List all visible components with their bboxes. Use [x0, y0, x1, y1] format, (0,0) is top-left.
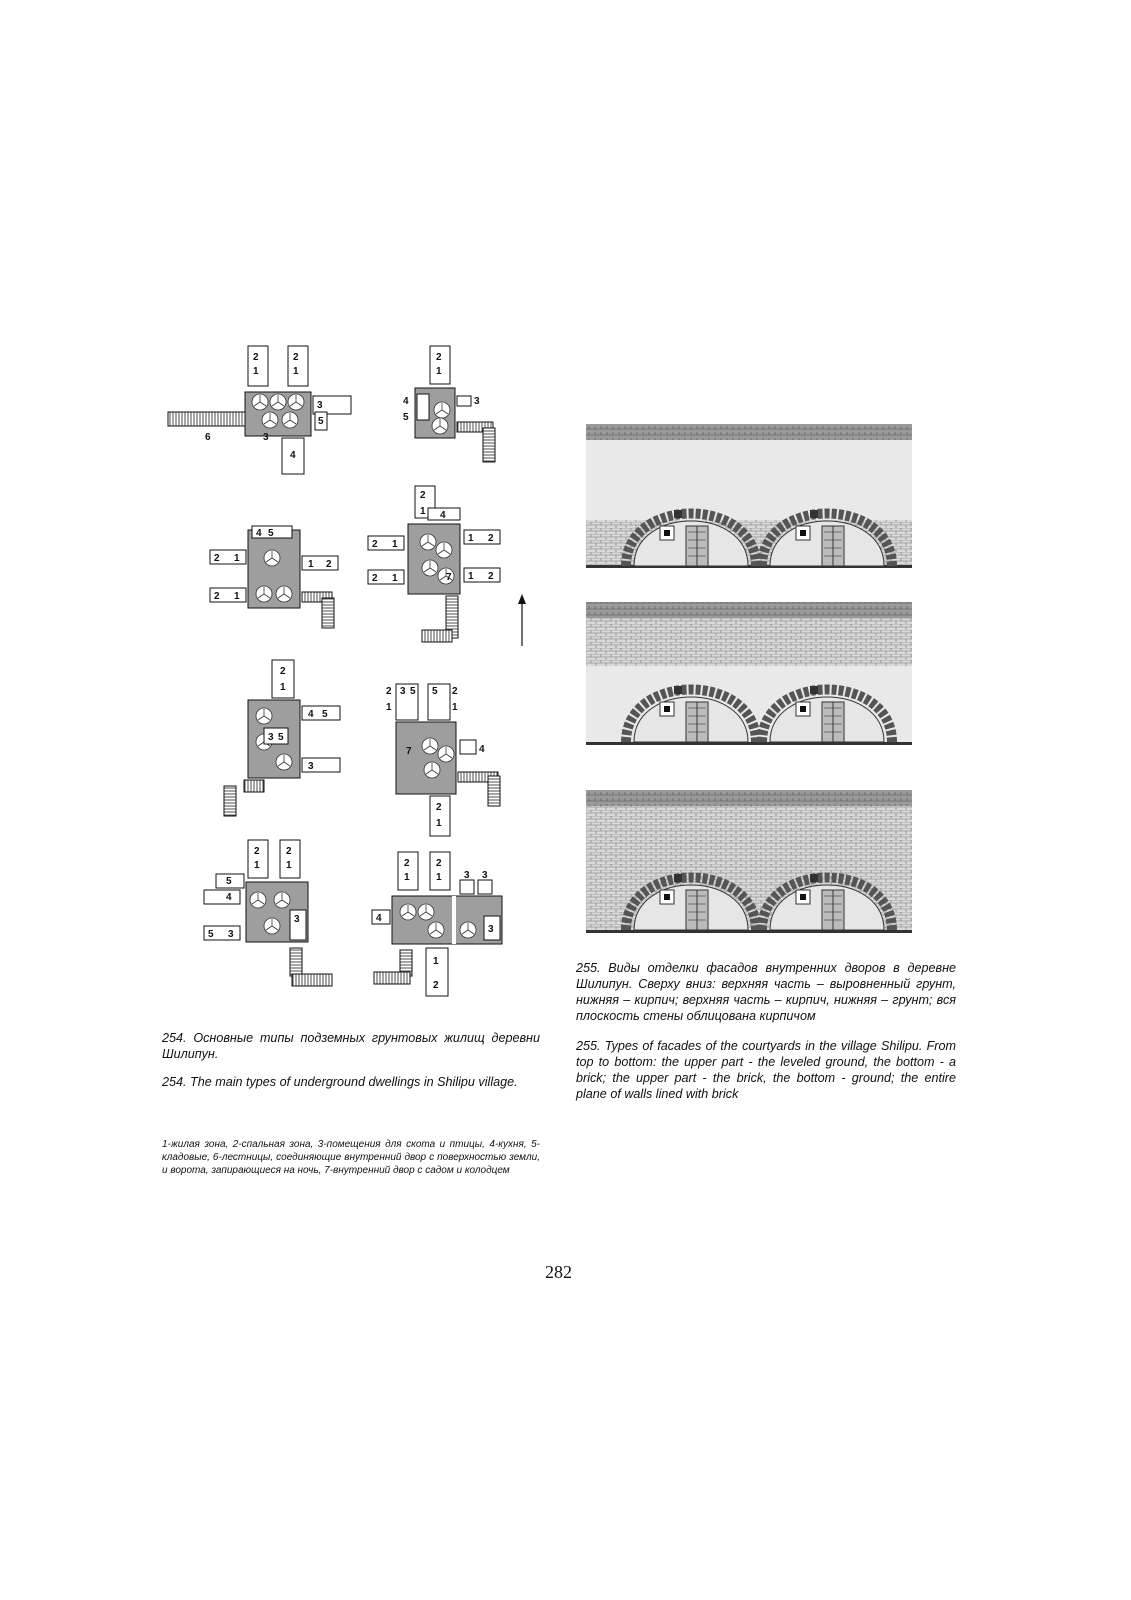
plan-3-label: 2 — [214, 553, 220, 564]
plan-2-label: 5 — [403, 412, 409, 423]
plan-8-label: 3 — [464, 870, 470, 881]
plan-6-label: 1 — [386, 702, 392, 713]
plan-8-label: 2 — [433, 980, 439, 991]
plan-5-label: 5 — [278, 732, 284, 743]
figure-254-plans — [160, 340, 540, 1010]
plan-3-label: 4 — [256, 528, 262, 539]
caption-254-en: 254. The main types of underground dwellings in Shilipu village. — [162, 1075, 518, 1089]
plan-5 — [224, 660, 340, 816]
plan-1-label: 3 — [317, 400, 323, 411]
plan-5-label: 5 — [322, 709, 328, 720]
plan-4-label: 1 — [392, 573, 398, 584]
facade-3 — [586, 790, 912, 933]
plan-4 — [368, 486, 500, 642]
plan-4-label: 1 — [420, 506, 426, 517]
plan-6-label: 2 — [452, 686, 458, 697]
plan-1-label: 1 — [293, 366, 299, 377]
plan-7 — [204, 840, 332, 986]
plan-8-label: 1 — [436, 872, 442, 883]
plan-2-label: 2 — [436, 352, 442, 363]
plan-8-label: 3 — [482, 870, 488, 881]
plan-6-label: 2 — [386, 686, 392, 697]
plan-1-label: 2 — [293, 352, 299, 363]
page-number: 282 — [545, 1262, 572, 1282]
plan-7-label: 5 — [208, 929, 214, 940]
plan-4-label: 1 — [468, 533, 474, 544]
north-arrow — [518, 594, 526, 646]
plan-3-label: 1 — [308, 559, 314, 570]
plan-5-label: 1 — [280, 682, 286, 693]
plan-4-label: 2 — [488, 571, 494, 582]
plan-2-label: 4 — [403, 396, 409, 407]
plan-5-label: 3 — [268, 732, 274, 743]
plan-1-label: 2 — [253, 352, 259, 363]
plan-1-label: 5 — [318, 416, 324, 427]
plan-4-label: 2 — [372, 539, 378, 550]
facade-2 — [586, 602, 912, 745]
plan-2 — [403, 346, 495, 462]
plan-4-label: 2 — [488, 533, 494, 544]
facade-1 — [586, 424, 912, 568]
plan-4-label: 2 — [372, 573, 378, 584]
caption-255-ru: 255. Виды отделки фасадов внутренних дворов в деревне Шилипун. Сверху вниз: верхняя часть – выровненный грунт, нижняя – кирпич; верхняя часть – кирпич, нижняя – грунт; вся плоскость стены облицована кирпичом — [576, 961, 956, 1023]
plan-3 — [210, 526, 338, 628]
plan-3-label: 2 — [326, 559, 332, 570]
plan-7-label: 1 — [254, 860, 260, 871]
plan-1-label: 3 — [263, 432, 269, 443]
plan-6-label: 3 — [400, 686, 406, 697]
plan-5-label: 3 — [308, 761, 314, 772]
plan-1-label: 6 — [205, 432, 211, 443]
plan-5-label: 4 — [308, 709, 314, 720]
plan-3-label: 5 — [268, 528, 274, 539]
plan-6-label: 5 — [432, 686, 438, 697]
plan-6-label: 5 — [410, 686, 416, 697]
plan-8 — [372, 852, 502, 996]
plan-4-label: 1 — [392, 539, 398, 550]
plan-7-label: 5 — [226, 876, 232, 887]
plan-6 — [386, 684, 500, 836]
plan-6-label: 7 — [406, 746, 412, 757]
caption-255-en: 255. Types of facades of the courtyards in the village Shilipu. From top to bottom: the upper part - the leveled ground, the bottom - a brick; the upper part - the brick, the bottom - ground; the entire plane of walls lined with brick — [576, 1039, 956, 1101]
plan-8-label: 4 — [376, 913, 382, 924]
plan-6-label: 2 — [436, 802, 442, 813]
plan-5-label: 2 — [280, 666, 286, 677]
plan-6-label: 1 — [436, 818, 442, 829]
plan-4-label: 7 — [446, 572, 452, 583]
plan-7-label: 2 — [254, 846, 260, 857]
plan-1 — [168, 346, 351, 474]
plan-4-label: 2 — [420, 490, 426, 501]
plan-3-label: 2 — [214, 591, 220, 602]
plan-4-label: 4 — [440, 510, 446, 521]
plan-7-label: 4 — [226, 892, 232, 903]
plan-3-label: 1 — [234, 553, 240, 564]
plan-4-label: 1 — [468, 571, 474, 582]
plan-8-label: 3 — [488, 924, 494, 935]
plan-1-label: 1 — [253, 366, 259, 377]
plan-8-label: 1 — [433, 956, 439, 967]
plan-8-label: 1 — [404, 872, 410, 883]
legend-254: 1-жилая зона, 2-спальная зона, 3-помещения для скота и птицы, 4-кухня, 5-кладовые, 6-лестницы, соединяющие внутренний двор с поверхностью земли, и ворота, запирающиеся на ночь, 7-внутренний двор с садом и колодцем — [162, 1139, 540, 1176]
plan-8-label: 2 — [404, 858, 410, 869]
plan-6-label: 1 — [452, 702, 458, 713]
plan-7-label: 2 — [286, 846, 292, 857]
plan-7-label: 3 — [228, 929, 234, 940]
figure-255-facades — [586, 420, 914, 940]
caption-254-ru: 254. Основные типы подземных грунтовых жилищ деревни Шилипун. — [162, 1031, 540, 1061]
plan-6-label: 4 — [479, 744, 485, 755]
plan-2-label: 1 — [436, 366, 442, 377]
plan-7-label: 3 — [294, 914, 300, 925]
plan-1-label: 4 — [290, 450, 296, 461]
plan-7-label: 1 — [286, 860, 292, 871]
plan-3-label: 1 — [234, 591, 240, 602]
plan-2-label: 3 — [474, 396, 480, 407]
plan-8-label: 2 — [436, 858, 442, 869]
